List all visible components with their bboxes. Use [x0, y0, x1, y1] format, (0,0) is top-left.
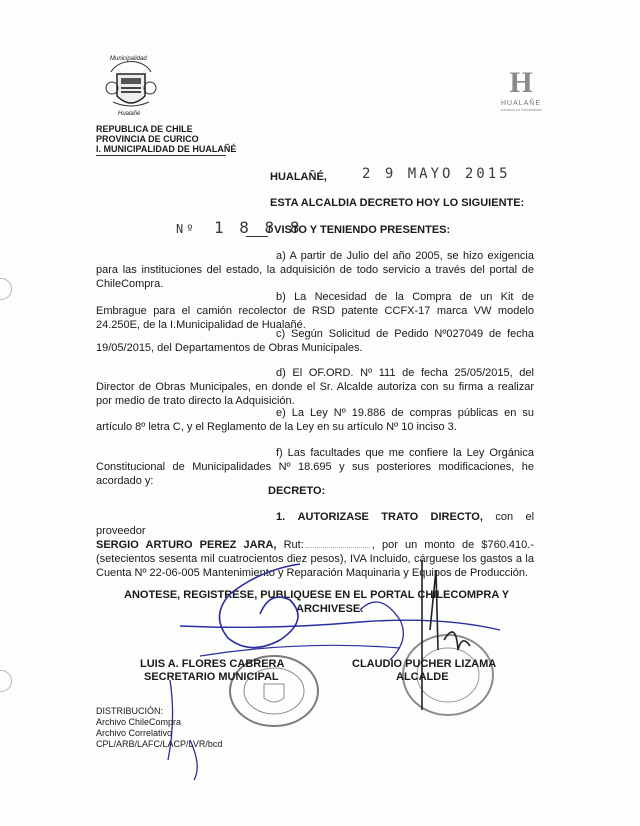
paragraph-c-rest: 19/05/2015, del Departamentos de Obras Municipales.	[96, 342, 363, 354]
article-number: 1.	[276, 511, 286, 523]
article-head: AUTORIZASE TRATO DIRECTO,	[297, 511, 483, 523]
header-line-1: REPUBLICA DE CHILE	[96, 124, 193, 134]
article-rest: (setecientos sesenta mil cuatrocientos diez pesos), IVA Incluido, cárguese los gastos a la Cuenta Nº 22-06-005 Mantenimiento y Reparación Maquinaria y Equipos de Producción.	[96, 553, 534, 579]
closing-line-2: ARCHIVESE.	[296, 603, 364, 615]
decree-number: 1 8 8 8	[214, 218, 303, 237]
paragraph-f-first: f) Las facultades que me confiere la Ley Orgánica	[276, 447, 534, 459]
crest-subtitle: Hualañé	[118, 111, 141, 117]
header-line-2: PROVINCIA DE CURICO	[96, 134, 199, 144]
distribution-item-3: CPL/ARB/LAFC/LACP/LVR/bcd	[96, 739, 223, 749]
distribution-item-2: Archivo Correlativo	[96, 728, 173, 738]
decree-number-line	[246, 236, 268, 237]
paragraph-a-rest: las instituciones del estado, la adquisición de todo servicio a través del portal de ChileCompra.	[96, 264, 534, 290]
signature-name-right: CLAUDIO PUCHER LIZAMA	[352, 658, 497, 670]
paragraph-c	[96, 327, 534, 355]
logo-mark: H	[509, 66, 533, 99]
place-label: HUALAÑÉ,	[270, 171, 327, 183]
closing-line-1: ANOTESE, REGISTRESE, PUBLIQUESE EN EL PORTAL CHILECOMPRA Y	[124, 589, 510, 601]
paragraph-e	[96, 406, 534, 434]
logo-tagline: comuna en movimiento	[500, 107, 542, 112]
header-line-3: I. MUNICIPALIDAD DE HUALAÑÉ	[96, 144, 237, 154]
distribution-title: DISTRIBUCIÓN:	[96, 706, 164, 716]
article-tail: con el proveedor	[96, 511, 535, 537]
crest-name: Municipalidad	[110, 56, 147, 62]
intro-line: ESTA ALCALDIA DECRETO HOY LO SIGUIENTE:	[270, 197, 525, 209]
decreto-heading: DECRETO:	[268, 485, 326, 497]
punch-hole-bottom	[0, 670, 12, 692]
paragraph-d-rest: de Obras Municipales, en donde el Sr. Alcalde autoriza con su firma a realizar por medio de trato directo la Adquisición.	[96, 381, 534, 407]
signature-name-left: LUIS A. FLORES CABRERA	[140, 658, 285, 670]
paragraph-f-rest: Constitucional de Municipalidades Nº 18.695 y sus posteriores modificaciones, he acordado y:	[96, 461, 534, 487]
paragraph-e-first: e) La Ley Nº 19.886 de compras públicas en su artículo	[96, 407, 534, 433]
paragraph-a	[96, 249, 534, 291]
provider-name: SERGIO ARTURO PEREZ JARA,	[96, 539, 277, 551]
decree-prefix: Nº	[176, 222, 197, 236]
date-stamp: 2 9 MAYO 2015	[362, 166, 511, 182]
punch-hole-top	[0, 278, 12, 300]
paragraph-a-first: a) A partir de Julio del año 2005, se hizo exigencia para	[96, 250, 534, 276]
amount-text: , por un monto de $760.410.-	[371, 539, 534, 551]
paragraph-b	[96, 290, 534, 332]
visto-heading: / VISTO Y TENIENDO PRESENTES:	[268, 224, 451, 236]
paragraph-b-rest: para el camión recolector de RSD patente CCFX-17 marca VW modelo 24.250E, de la I.Municipalidad de Hualañé.	[96, 305, 534, 331]
paragraph-d-first: d) El OF.ORD. Nº 111 de fecha 25/05/2015, del Director	[96, 367, 534, 393]
distribution-item-1: Archivo ChileCompra	[96, 717, 182, 727]
paragraph-d	[96, 366, 534, 408]
paragraph-f	[96, 446, 534, 488]
paragraph-b-first: b) La Necesidad de la Compra de un Kit de Embrague	[96, 291, 534, 317]
header-rule	[96, 155, 226, 156]
signature-role-left: SECRETARIO MUNICIPAL	[144, 671, 279, 683]
rut-label: Rut:	[283, 539, 304, 551]
paragraph-c-first: c) Según Solicitud de Pedido Nº027049 de fecha	[276, 328, 534, 340]
hualane-logo	[496, 68, 546, 120]
paragraph-e-rest: 8º letra C, y el Reglamento de la Ley en su artículo Nº 10 inciso 3.	[135, 421, 457, 433]
logo-name: HUALAÑE	[500, 100, 542, 107]
signature-role-right: ALCALDE	[396, 671, 449, 683]
